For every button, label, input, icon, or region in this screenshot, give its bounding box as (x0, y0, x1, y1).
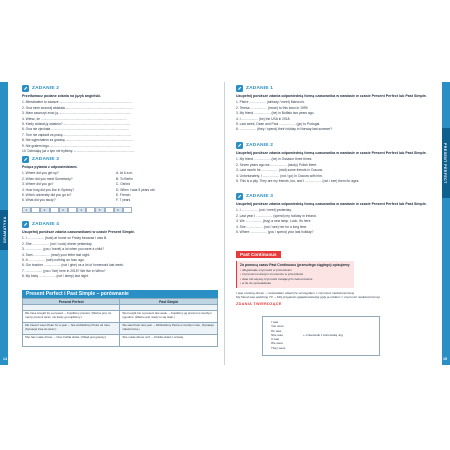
comparison-table (22, 298, 218, 347)
list-item: 4. I .................. (be) the USA in 2018. (236, 116, 291, 121)
right-task1-instruction: Uzupełnij poniższe zdania odpowiednią formą czasownika w nawiasie w czasie Present Perfect lub Past Simple. (236, 94, 427, 98)
table-cell: We saw Peter last year. – Widzieliśmy Piotra w zeszłym roku. (Sytuacja zakończona.) (120, 323, 218, 335)
right-task3-header (236, 193, 432, 200)
question-item: 1. Where did you get up? (22, 171, 59, 176)
pronoun: He was (271, 328, 282, 333)
pencil-icon (236, 193, 243, 200)
table-cell: We bought her a present last week. – Kupiliśmy jej prezent w zeszłym tygodniu. (Ważne jest, kiedy to się stało.) (120, 311, 218, 323)
list-item: 5. It .................. (rain) nothing an hour ago. (22, 257, 85, 262)
answer-grid-label: 5. (95, 207, 104, 213)
left-task4-header (22, 221, 218, 228)
table-cell: She made dinner at 6. – Zrobiła obiad o szóstej. (120, 335, 218, 347)
pronoun: I was (271, 320, 279, 324)
gutter-divider (224, 82, 225, 365)
answer-grid-label: 6. (114, 207, 123, 213)
pronoun: They were (271, 345, 286, 350)
answer-grid (22, 207, 132, 213)
questions-column (22, 171, 102, 203)
answer-grid-input[interactable] (123, 207, 132, 213)
right-task2-instruction: Uzupełnij poniższe zdania odpowiednią formą czasownika w nawiasie w czasie Present Perfect lub Past Simple. (236, 151, 427, 155)
answer-grid-input[interactable] (105, 207, 114, 213)
list-item: 5. This is a pity. They are my friends, too, and I .................. (not / see) them for ages. (236, 178, 360, 183)
list-item: 9. Nie grałem tego. – .................................................................................... (22, 143, 131, 148)
rule-bullet: ▪ długotrwałe czynności w przeszłości (240, 268, 351, 272)
rule-box (236, 261, 354, 288)
left-task3-title: ZADANIE 3 (32, 157, 60, 162)
table-row (23, 323, 218, 335)
list-item: 7. .................. (you / live) here in 2015? We live in Wilno? (22, 268, 106, 273)
right-task2-title: ZADANIE 2 (246, 143, 274, 148)
left-page-number: 14 (3, 357, 7, 361)
list-item: 3. My friend .................. (be) in Buffalo two years ago. (236, 111, 315, 116)
list-item: 3. .................. (you / travel) a lot when you were a child? (22, 247, 104, 252)
list-item: 3. We .................. (buy) a new lamp. Look, it's here. (236, 219, 312, 224)
form-table (262, 316, 380, 356)
list-item: 4. She .................. (not / see) her for a long time. (236, 224, 308, 229)
left-task3 (22, 156, 218, 213)
pronoun: You were (271, 324, 284, 329)
example-line: My friend was watching TV. – Mój przyjaciel oglądał telewizję (gdy ja robiłem = czynność niedokończona) (236, 295, 380, 300)
answer-item: C. Oxford (116, 182, 131, 187)
list-item: 5. Last week, Dean and Paul .................. (go) to Portugal. (236, 121, 321, 126)
left-task2-instruction: Przetłumacz podane zdania na język angielski. (22, 94, 102, 98)
list-item: 1. My friend .................. (be) in Ossasor three times. (236, 157, 313, 162)
list-item: 1. Pierre .................. (already / meet) Maroco's. (236, 100, 305, 105)
pencil-icon (236, 142, 243, 149)
rule-bullet: ▪ w tle do opowiadania (240, 281, 351, 285)
answer-grid-input[interactable] (31, 207, 40, 213)
list-item: 5. Kiedy widział ją ostatnio? – ...................................................................... (22, 121, 131, 126)
left-task2 (22, 85, 218, 154)
pronoun: It was (271, 337, 280, 342)
rule-title: Za pomocą czasu Past Continuous (przeszłego ciągłego) opisujemy: (240, 263, 351, 267)
answer-grid-label: 3. (59, 207, 68, 213)
rule-bullet: ▪ dwie lub więcej czynności trwających równocześnie (240, 277, 351, 281)
pronoun: She was (271, 332, 283, 337)
pencil-icon (22, 85, 29, 92)
table-cell: We have bought for a present. – Kupiliśmy prezent. (Ważne jest, że mamy prezent teraz, nie kiedy go kupiliśmy.) (23, 311, 120, 323)
list-item: 6. .................. (they / spend) their holiday in Norway last summer? (236, 127, 333, 132)
list-item: 7. Tom nie zapłacił za pracę. – ...................................................................... (22, 132, 132, 137)
left-task3-header (22, 156, 218, 163)
answer-grid-input[interactable] (86, 207, 95, 213)
list-item: 2. Seven years ago we .................. (study) Polish there. (236, 162, 318, 167)
answer-grid-label: 1. (22, 207, 31, 213)
comparison-section (22, 290, 218, 347)
left-task2-header (22, 85, 218, 92)
list-item: 1. Mieszkałem tu zawsze. – ........................................................................... (22, 100, 132, 105)
right-task1-header (236, 85, 432, 92)
table-header-cell: Past Simple (120, 299, 218, 305)
table-row (23, 335, 218, 347)
answer-item: B. To Berlin (116, 176, 133, 181)
pencil-icon (22, 221, 29, 228)
list-item: 1. I .................. (not / meet) yesterday. (236, 208, 292, 213)
answer-item: F. 7 years (116, 198, 131, 203)
list-item: 2. Teresa .................. (move) to this town in 1999. (236, 105, 309, 110)
answer-grid-input[interactable] (68, 207, 77, 213)
list-item: 6. Ona nie zjechała ... – .............................................................................. (22, 127, 130, 132)
table-cell: She has made dinner. – Ona zrobiła obiad. (Obiad jest gotowy.) (23, 335, 120, 347)
question-item: 5. Which university did you go to? (22, 192, 72, 197)
table-header-cell: Present Perfect (23, 299, 120, 305)
left-page (8, 82, 224, 365)
left-section-tab: GRAMATYKA (0, 210, 10, 250)
pencil-icon (236, 85, 243, 92)
answer-item: D. When I was 5 years old. (116, 187, 156, 192)
right-task2-header (236, 142, 432, 149)
left-task4-instruction: Uzupełnij poniższe zdania czasownikami w czasie Present Simple. (22, 230, 136, 234)
affirmative-title: ZDANIA TWIERDZĄCE (236, 302, 282, 307)
past-continuous-section (236, 243, 432, 306)
example-line: I was cooking dinner. – Gotowałam obiad (ze szczegółem = czynność niedokończona) (236, 290, 354, 295)
right-task1-title: ZADANIE 1 (246, 86, 274, 91)
right-page (226, 82, 442, 365)
list-item: 4. Unfortunately, I .................. (not / go) in Cracow with him. (236, 173, 323, 178)
answer-item: E. French. (116, 192, 132, 197)
right-task3 (236, 193, 432, 235)
rule-bullet: ▪ czynności w danym momencie w przeszłości (240, 272, 351, 276)
question-item: 2. When did you meet Somebody? (22, 176, 73, 181)
form-rule: + czasownik z końcówką -ing (303, 333, 343, 337)
list-item: 4. Sam .................. (read) your letter last night. (22, 252, 91, 257)
right-page-number: 15 (443, 357, 447, 361)
pronoun-list (271, 320, 285, 350)
right-task3-instruction: Uzupełnij poniższe zdania odpowiednią formą czasownika w nawiasie w czasie Present Perfect lub Past Simple. (236, 202, 427, 206)
list-item: 10. Dziesiątą już o tym nie byliśmy. – ............................................................... (22, 148, 135, 153)
answers-column (116, 171, 186, 203)
answer-grid-input[interactable] (50, 207, 59, 213)
list-item: 6. Our teacher .................. (not / give) us a lot of homework last week. (22, 263, 124, 268)
examples (236, 291, 432, 300)
left-task4-title: ZADANIE 4 (32, 222, 60, 227)
list-item: 5. Where .................. (you / spend) your last holiday? (236, 229, 314, 234)
left-task3-instruction: Połącz pytania z odpowiedziami. (22, 165, 78, 169)
list-item: 2. She .................. (not / cook) dinner yesterday. (22, 241, 93, 246)
comparison-banner: Present Perfect i Past Simple – porównanie (22, 290, 218, 298)
pencil-icon (22, 156, 29, 163)
left-task2-title: ZADANIE 2 (32, 86, 60, 91)
left-task4 (22, 221, 218, 280)
answer-grid-label: 2. (40, 207, 49, 213)
list-item: 2. Ona mnie wczoraj widziała. – ...................................................................... (22, 105, 134, 110)
past-continuous-heading: Past Continuous (236, 251, 281, 258)
match-columns (22, 171, 218, 203)
right-task3-title: ZADANIE 3 (246, 194, 274, 199)
list-item: 1. I .................. (trust) at home on Friday because I was ill. (22, 236, 108, 241)
right-section-tab: PRESENT PERFECT (440, 128, 450, 198)
list-item: 4. Wiesz, że ... – ....................................................................................... (22, 116, 127, 121)
pronoun: We were (271, 341, 284, 346)
list-item: 8. Nie wyjechałem za granicę. – ...................................................................... (22, 138, 134, 143)
question-item: 3. Where did you go? (22, 182, 54, 187)
answer-item: A. At 6 a.m. (116, 171, 134, 176)
right-task1 (236, 85, 432, 133)
list-item: 3. Last month he .................. (visit) some friends in Cracow. (236, 168, 323, 173)
answer-grid-label: 4. (77, 207, 86, 213)
list-item: 8. My baby .................. (not / sleep) last night. (22, 274, 89, 279)
question-item: 4. How long did you live in Sydney? (22, 187, 75, 192)
list-item: 3. Mam zaszczyt znać ją. – ........................................................................... (22, 111, 132, 116)
right-task2 (236, 142, 432, 184)
table-row (23, 311, 218, 323)
question-item: 6. What did you study? (22, 198, 56, 203)
list-item: 2. Last year I .................. (spend) my holiday in Ireland. (236, 213, 317, 218)
table-cell: We haven't seen Peter for a year. – Nie widzieliśmy Piotra od roku. (Sytuacja trwa do teraz.) (23, 323, 120, 335)
